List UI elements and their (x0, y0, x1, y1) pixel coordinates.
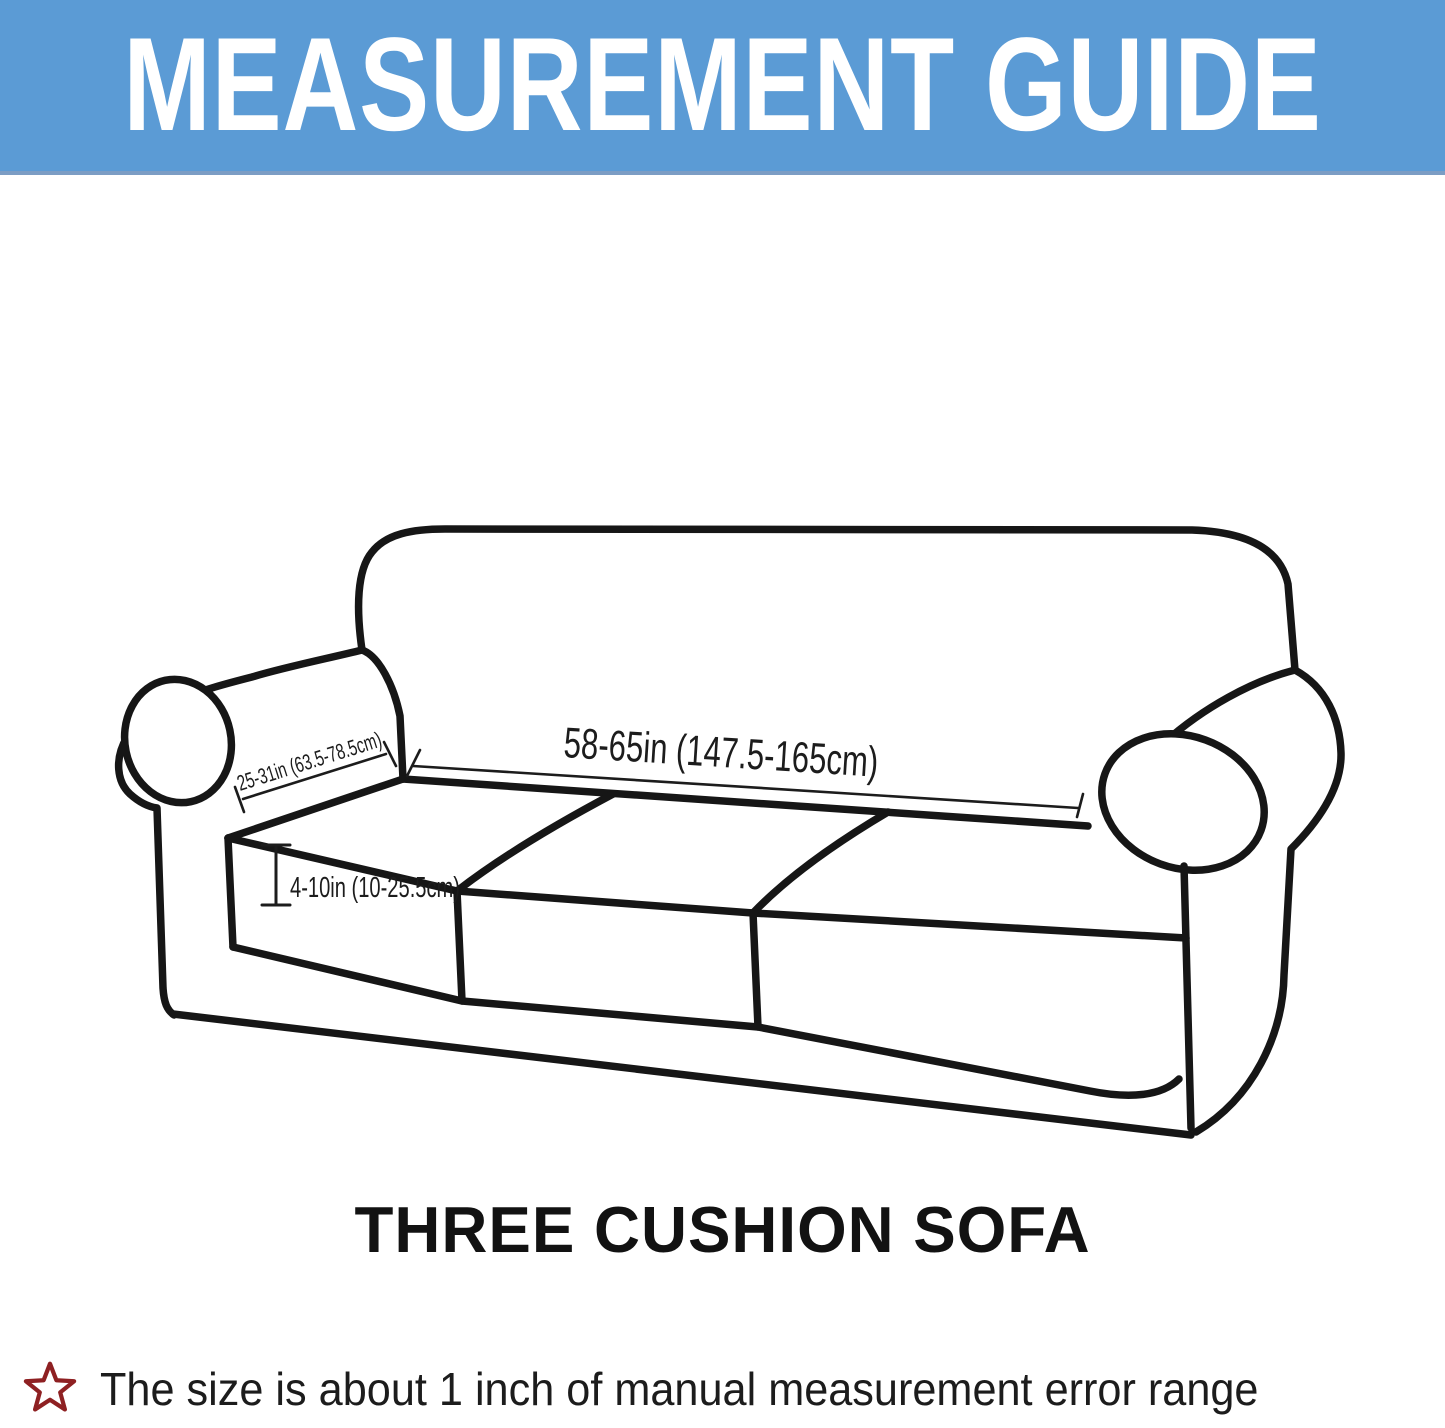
cushion-division-2 (753, 812, 888, 913)
sofa-back-outline (359, 529, 1295, 670)
arm-depth-label: 25-31in (63.5-78.5cm) (233, 706, 448, 796)
cushion-bottom-edge (233, 947, 1179, 1095)
banner-title: MEASUREMENT GUIDE (123, 11, 1322, 159)
seat-width-tick-right (1077, 794, 1083, 817)
skirt-bottom-edge (173, 1014, 1191, 1135)
left-arm-roll-face (113, 669, 242, 812)
cushion-division-1 (457, 794, 613, 891)
star-icon (20, 1358, 80, 1420)
diagram-caption (0, 1192, 1445, 1266)
seat-width-tick-left (407, 750, 420, 776)
seat-front-left-edge (228, 838, 233, 947)
right-arm-outline (1196, 670, 1341, 1132)
cushion-front-division-2 (753, 913, 758, 1027)
cushion-front-division-1 (457, 891, 462, 1001)
diagram-caption-text: THREE CUSHION SOFA (354, 1192, 1091, 1266)
footnote-text: The size is about 1 inch of manual measurement error range (100, 1363, 1259, 1415)
seat-width-label: 58-65in (147.5-165cm) (562, 719, 1000, 795)
right-arm-inner-edge (1184, 866, 1191, 1128)
cushion-height-label: 4-10in (10-25.5cm) (290, 872, 460, 904)
footnote (20, 1356, 1440, 1422)
